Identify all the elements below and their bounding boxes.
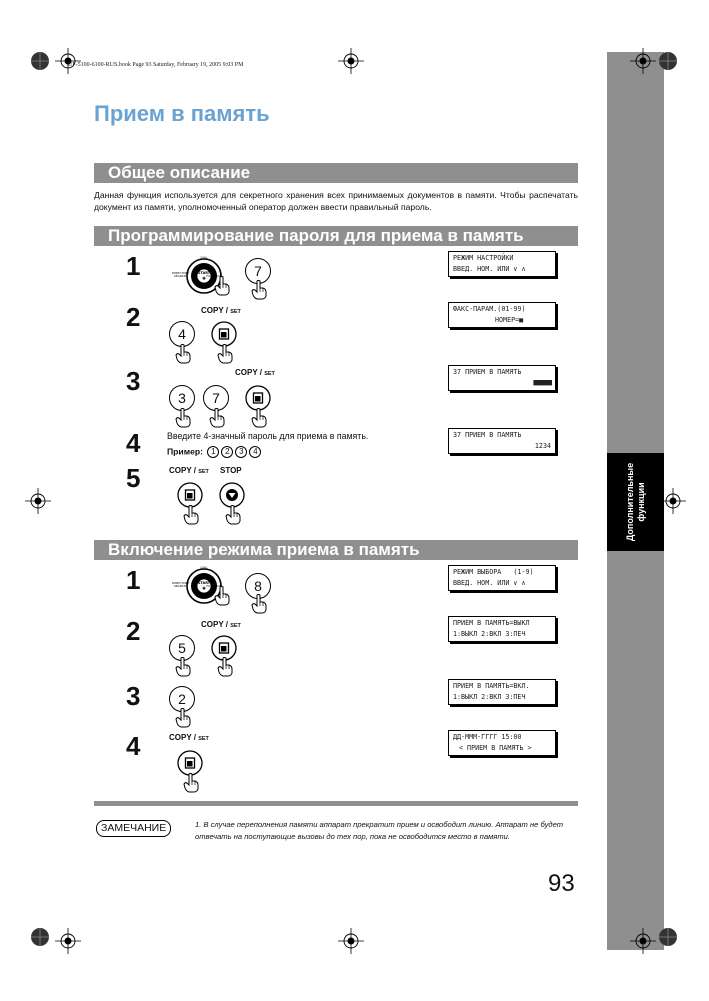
copy-label-text: COPY / (201, 306, 231, 315)
step-number: 4 (126, 428, 141, 458)
example-digit: 2 (221, 446, 233, 458)
overview-text: Данная функция используется для секретного хранения всех принимаемых документов в памяти. Чтобы распечатать документ из памяти, уполномоченный оператор должен ввести правильный пароль. (94, 190, 578, 212)
step-number: 2 (126, 616, 141, 646)
section-enable-title: Включение режима приема в память (94, 540, 578, 560)
lcd-line1: РЕЖИМ ВЫБОРА (1-9) (453, 568, 534, 576)
copy-set-label (169, 733, 209, 742)
step-number: 3 (126, 366, 141, 396)
lcd-line2: ВВЕД. НОМ. ИЛИ ∨ ∧ (453, 265, 526, 273)
lcd-line1: 37 ПРИЕМ В ПАМЯТЬ (453, 431, 522, 439)
key-2: 2 (169, 686, 195, 712)
lcd-display (448, 302, 556, 328)
copy-set-label (235, 368, 275, 377)
hand-press-icon (213, 586, 231, 606)
lcd-line2: ■■■■ (533, 378, 551, 388)
lcd-display (448, 365, 556, 391)
lcd-display (448, 428, 556, 454)
lcd-line1: ПРИЕМ В ПАМЯТЬ=ВКЛ. (453, 682, 530, 690)
lcd-line1: РЕЖИМ НАСТРОЙКИ (453, 254, 514, 262)
step-number: 4 (126, 731, 141, 761)
copy-label-text: COPY / (169, 733, 199, 742)
lcd-line1: 37 ПРИЕМ В ПАМЯТЬ (453, 368, 522, 376)
step-number: 5 (126, 463, 141, 493)
side-label-line2: функции (635, 482, 646, 522)
lcd-display (448, 730, 556, 756)
lcd-line2: НОМЕР=■ (495, 316, 524, 324)
step-number: 3 (126, 681, 141, 711)
section-overview-title: Общее описание (94, 163, 578, 183)
lcd-display (448, 251, 556, 277)
copy-label-small: SET (230, 623, 241, 629)
copy-set-label (169, 466, 209, 475)
lcd-line1: ФАКС-ПАРАМ.(01-99) (453, 305, 526, 313)
key-3: 3 (169, 385, 195, 411)
key-4: 4 (169, 321, 195, 347)
hand-press-icon (182, 505, 200, 525)
registration-mark-icon (630, 48, 656, 74)
lcd-display (448, 616, 556, 642)
example-digit: 3 (235, 446, 247, 458)
hand-press-icon (250, 280, 268, 300)
hand-press-icon (216, 344, 234, 364)
copy-label-text: COPY / (201, 620, 231, 629)
example-digit: 4 (249, 446, 261, 458)
note-badge: ЗАМЕЧАНИЕ (96, 820, 171, 837)
key-7: 7 (203, 385, 229, 411)
step-number: 1 (126, 565, 141, 595)
example-label: Пример: (167, 446, 203, 457)
hand-press-icon (224, 505, 242, 525)
key-8: 8 (245, 573, 271, 599)
lcd-line2: 1:ВЫКЛ 2:ВКЛ 3:ПЕЧ (453, 693, 526, 701)
stop-label: STOP (220, 466, 242, 475)
lcd-line2: < ПРИЕМ В ПАМЯТЬ > (459, 744, 532, 752)
side-tab-label (607, 453, 664, 551)
hand-press-icon (213, 276, 231, 296)
hand-press-icon (208, 408, 226, 428)
hand-press-icon (250, 594, 268, 614)
hand-press-icon (216, 657, 234, 677)
lcd-line2: ВВЕД. НОМ. ИЛИ ∨ ∧ (453, 579, 526, 587)
step-number: 1 (126, 251, 141, 281)
registration-mark-icon (25, 488, 51, 514)
copy-set-label (201, 620, 241, 629)
step-number: 2 (126, 302, 141, 332)
note-text: 1. В случае переполнения памяти аппарат прекратит прием и освободит линию. Аппарат не будет отвечать на поступающие вызовы до тех пор, пока не освободится место в памяти. (195, 820, 564, 841)
file-header: UF-5100-6100-RUS.book Page 93 Saturday, February 19, 2005 9:03 PM (68, 62, 244, 68)
hand-press-icon (174, 708, 192, 728)
copy-label-small: SET (198, 736, 209, 742)
hand-press-icon (174, 344, 192, 364)
lcd-display (448, 565, 556, 591)
copy-label-small: SET (264, 371, 275, 377)
registration-mark-icon (55, 928, 81, 954)
registration-mark-icon (655, 924, 681, 950)
registration-mark-icon (27, 924, 53, 950)
lcd-line2: 1:ВЫКЛ 2:ВКЛ 3:ПЕЧ (453, 630, 526, 638)
side-label-line1: Дополнительные (624, 462, 635, 542)
registration-mark-icon (655, 48, 681, 74)
lcd-display (448, 679, 556, 705)
lcd-line1: ПРИЕМ В ПАМЯТЬ=ВЫКЛ (453, 619, 530, 627)
hand-press-icon (174, 408, 192, 428)
example-digit: 1 (207, 446, 219, 458)
key-7: 7 (245, 258, 271, 284)
page-title: Прием в память (94, 101, 270, 126)
registration-mark-icon (338, 48, 364, 74)
copy-label-text: COPY / (169, 466, 199, 475)
copy-label-small: SET (230, 309, 241, 315)
registration-mark-icon (630, 928, 656, 954)
example-line (167, 446, 261, 458)
registration-mark-icon (660, 488, 686, 514)
page-number: 93 (548, 870, 575, 897)
registration-mark-icon (27, 48, 53, 74)
key-5: 5 (169, 635, 195, 661)
hand-press-icon (182, 773, 200, 793)
hand-press-icon (174, 657, 192, 677)
copy-set-label (201, 306, 241, 315)
registration-mark-icon (55, 48, 81, 74)
lcd-line1: ДД-МММ-ГГГГ 15:00 (453, 733, 522, 741)
hand-press-icon (250, 408, 268, 428)
divider (94, 801, 578, 806)
copy-label-text: COPY / (235, 368, 265, 377)
step-instruction: Введите 4-значный пароль для приема в память. (167, 431, 369, 441)
copy-label-small: SET (198, 469, 209, 475)
registration-mark-icon (338, 928, 364, 954)
section-password-title: Программирование пароля для приема в память (94, 226, 578, 246)
lcd-line2: 1234 (534, 442, 551, 450)
